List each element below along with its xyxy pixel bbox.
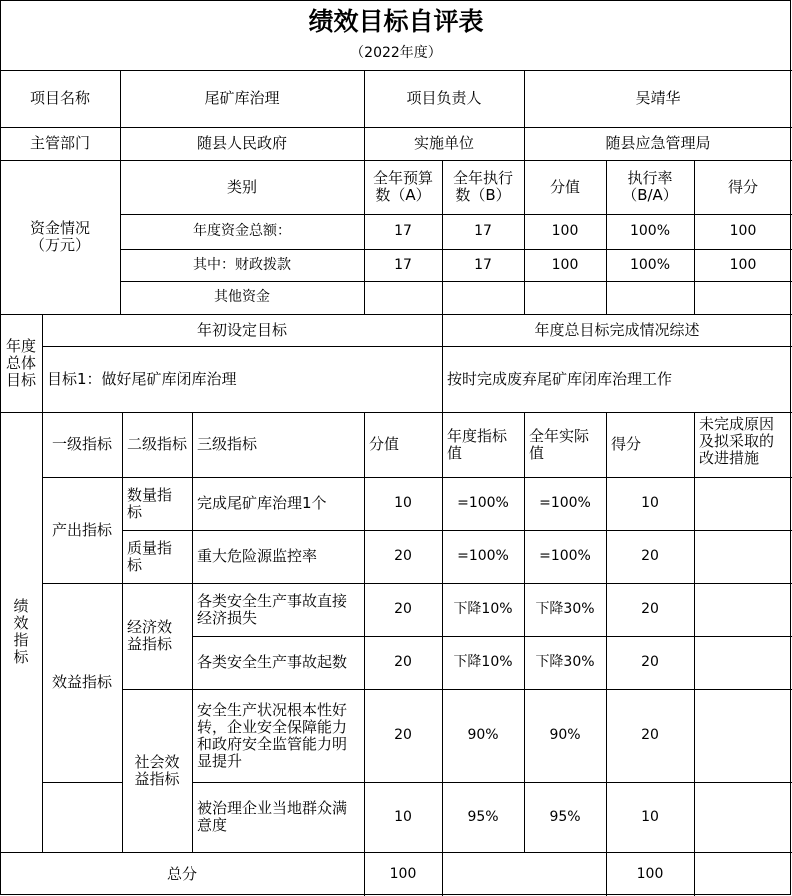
- perf-row-target: 90%: [467, 727, 499, 743]
- perf-quality-label: 质量指标: [127, 538, 173, 574]
- funds-row-score-value: 100: [551, 256, 579, 273]
- perf-row-level3: 完成尾矿库治理1个: [197, 494, 327, 512]
- funds-row-exec-rate: 100%: [629, 256, 671, 273]
- perf-row-level3: 各类安全生产事故直接经济损失: [197, 591, 348, 627]
- page-subtitle: （2022年度）: [350, 45, 442, 61]
- impl-value: 随县应急管理局: [605, 134, 711, 152]
- perf-row-reason: [694, 530, 792, 583]
- goals-summary-value: 按时完成废弃尾矿库闭库治理工作: [447, 369, 673, 388]
- funds-section-label: 资金情况（万元）: [29, 219, 90, 254]
- perf-quantity-label: 数量指标: [127, 485, 173, 521]
- perf-row-score-value: 20: [394, 654, 412, 670]
- page-title: 绩效目标自评表: [308, 7, 484, 36]
- perf-row-score: 10: [641, 495, 659, 511]
- funds-header-executed: 全年执行数（B）: [452, 169, 513, 204]
- perf-header-score-value: 分值: [369, 435, 400, 453]
- perf-header-level2: 二级指标: [127, 435, 188, 453]
- perf-header-target: 年度指标值: [447, 426, 508, 462]
- funds-header-exec-rate: 执行率（B/A）: [622, 169, 678, 204]
- total-score-value: 100: [389, 865, 417, 882]
- perf-row-reason: [694, 477, 792, 530]
- funds-row-score-value: 100: [551, 223, 579, 239]
- perf-row-reason: [694, 782, 792, 852]
- funds-row-budget: 17: [394, 256, 412, 273]
- perf-row-score-value: 10: [394, 495, 412, 511]
- funds-row-score-value: [524, 281, 606, 314]
- funds-row-score: 100: [729, 223, 757, 239]
- perf-row-score: 20: [641, 654, 659, 670]
- perf-row-score-value: 20: [394, 601, 412, 617]
- perf-header-level1: 一级指标: [51, 435, 112, 453]
- project-name-value: 尾矿库治理: [204, 89, 280, 107]
- impl-label: 实施单位: [413, 134, 474, 152]
- perf-row-target: 95%: [467, 808, 499, 825]
- funds-row-budget: 17: [394, 223, 412, 239]
- funds-row-executed: 17: [474, 256, 492, 273]
- perf-row-score-value: 20: [394, 548, 412, 564]
- perf-row-score: 10: [641, 808, 659, 825]
- dept-value: 随县人民政府: [196, 134, 287, 152]
- goals-initial-header: 年初设定目标: [196, 320, 287, 339]
- perf-section-label: 绩效指标: [13, 597, 29, 666]
- perf-output-label: 产出指标: [51, 520, 112, 539]
- perf-row-score: 20: [641, 727, 659, 743]
- total-score: 100: [636, 865, 664, 882]
- perf-header-reason: 未完成原因及拟采取的改进措施: [699, 415, 775, 467]
- funds-header-score-value: 分值: [549, 177, 580, 196]
- perf-social-label: 社会效益指标: [134, 752, 180, 788]
- perf-header-score: 得分: [611, 435, 642, 453]
- perf-row-level3: 各类安全生产事故起数: [197, 653, 348, 671]
- goals-summary-header: 年度总目标完成情况综述: [534, 320, 700, 339]
- funds-row-score: 100: [729, 256, 757, 273]
- project-owner-value: 吴靖华: [635, 89, 681, 107]
- perf-row-score-value: 10: [394, 808, 412, 825]
- perf-header-actual: 全年实际值: [529, 426, 590, 462]
- funds-row-label: 其他资金: [214, 289, 270, 305]
- perf-row-actual: 95%: [549, 808, 581, 825]
- funds-row-executed: 17: [474, 223, 492, 239]
- perf-row-target: =100%: [457, 548, 509, 564]
- perf-row-target: 下降10%: [453, 601, 513, 617]
- dept-label: 主管部门: [29, 134, 90, 152]
- perf-row-level3: 被治理企业当地群众满意度: [197, 799, 348, 834]
- perf-header-level3: 三级指标: [197, 435, 258, 453]
- funds-row-budget: [364, 281, 442, 314]
- funds-row-executed: [442, 281, 524, 314]
- funds-row-label: 其中：财政拨款: [193, 256, 291, 273]
- perf-benefit-label: 效益指标: [51, 673, 112, 691]
- funds-row-exec-rate: [606, 281, 694, 314]
- perf-row-target: 下降10%: [453, 654, 513, 670]
- funds-header-category: 类别: [226, 177, 257, 196]
- perf-row-level3: 安全生产状况根本性好转，企业安全保障能力和政府安全监管能力明显提升: [197, 700, 348, 770]
- perf-row-reason: [694, 689, 792, 782]
- perf-row-actual: 90%: [549, 727, 581, 743]
- perf-economic-label: 经济效益指标: [127, 618, 173, 653]
- goals-section-label: 年度总体目标: [5, 336, 36, 389]
- perf-row-actual: 下降30%: [535, 601, 595, 617]
- project-name-label: 项目名称: [29, 89, 90, 107]
- perf-row-score-value: 20: [394, 727, 412, 743]
- funds-row-score: [694, 281, 792, 314]
- perf-row-reason: [694, 583, 792, 636]
- perf-row-level3: 重大危险源监控率: [197, 547, 318, 565]
- perf-row-actual: =100%: [539, 548, 591, 564]
- project-owner-label: 项目负责人: [406, 89, 482, 107]
- funds-row-label: 年度资金总额：: [193, 223, 291, 239]
- goals-initial-value: 目标1：做好尾矿库闭库治理: [47, 369, 237, 388]
- perf-row-score: 20: [641, 601, 659, 617]
- total-label: 总分: [166, 864, 197, 883]
- funds-row-exec-rate: 100%: [629, 223, 671, 239]
- funds-header-budget: 全年预算数（A）: [372, 169, 433, 204]
- perf-row-score: 20: [641, 548, 659, 564]
- perf-row-actual: 下降30%: [535, 654, 595, 670]
- perf-row-actual: =100%: [539, 495, 591, 511]
- perf-row-target: =100%: [457, 495, 509, 511]
- funds-header-score: 得分: [727, 177, 758, 196]
- perf-row-reason: [694, 636, 792, 689]
